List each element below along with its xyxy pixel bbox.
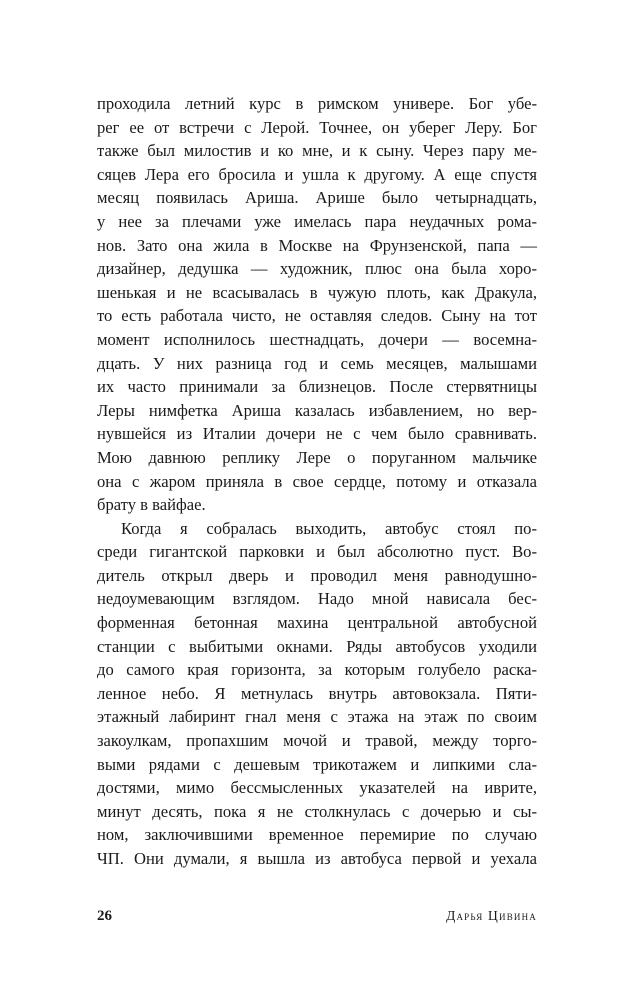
- text-line: дитель открыл дверь и проводил меня равнодушно-: [97, 565, 537, 585]
- text-line: форменная бетонная махина центральной автобусной: [97, 613, 537, 633]
- text-line: среди гигантской парковки и был абсолютно пуст. Во-: [97, 542, 537, 562]
- text-line: момент исполнилось шестнадцать, дочери — восемна-: [97, 329, 537, 349]
- text-line: станции с выбитыми окнами. Ряды автобусов уходили: [97, 636, 537, 656]
- text-line: Когда я собралась выходить, автобус стоял по-: [121, 518, 537, 538]
- text-line: сяцев Лера его бросила и ушла к другому. А еще спустя: [97, 164, 537, 184]
- text-line: нов. Зато она жила в Москве на Фрунзенской, папа —: [97, 235, 537, 255]
- page-footer: [97, 905, 537, 927]
- text-line: Мою давнюю реплику Лере о поруганном мальчике: [97, 447, 537, 467]
- text-line: брату в вайфае.: [97, 495, 206, 515]
- text-line: она с жаром приняла в свое сердце, потому и отказала: [97, 471, 537, 491]
- text-line: у нее за плечами уже имелась пара неудачных рома-: [97, 211, 537, 231]
- text-line: рег ее от встречи с Лерой. Точнее, он уберег Леру. Бог: [97, 117, 537, 137]
- text-line: ленное небо. Я метнулась внутрь автовокзала. Пяти-: [97, 683, 537, 703]
- text-line: то есть работала чисто, не оставляя следов. Сыну на тот: [97, 306, 537, 326]
- text-line: проходила летний курс в римском универе. Бог убе-: [97, 94, 537, 113]
- page-number: 26: [97, 908, 112, 924]
- text-line: дизайнер, дедушка — художник, плюс она была хоро-: [97, 259, 537, 279]
- text-line: выми рядами с дешевым трикотажем и липкими сла-: [97, 754, 537, 774]
- text-line: недоумевающим взглядом. Надо мной нависала бес-: [97, 589, 537, 609]
- text-line: закоулкам, пропахшим мочой и травой, между торго-: [97, 731, 537, 751]
- text-line: до самого края горизонта, за которым голубело раска-: [97, 660, 537, 680]
- text-line: достями, мимо бессмысленных указателей на иврите,: [97, 778, 537, 798]
- text-line: ЧП. Они думали, я вышла из автобуса первой и уехала: [97, 849, 537, 868]
- text-line: их часто принимали за близнецов. После стервятницы: [97, 377, 537, 397]
- text-line: дцать. У них разница год и семь месяцев, малышами: [97, 353, 537, 373]
- text-line: шенькая и не всасывалась в чужую плоть, как Дракула,: [97, 282, 537, 302]
- text-line: месяц появилась Ариша. Арише было четырнадцать,: [97, 188, 537, 208]
- text-line: Леры нимфетка Ариша казалась избавлением, но вер-: [97, 400, 537, 420]
- page-text: [97, 92, 537, 871]
- text-line: минут десять, пока я не столкнулась с дочерью и сы-: [97, 801, 537, 821]
- text-line: ном, заключившими временное перемирие по случаю: [97, 825, 537, 845]
- running-header-author: Дарья Цивина: [446, 908, 537, 923]
- text-line: этажный лабиринт гнал меня с этажа на этаж по своим: [97, 707, 537, 727]
- text-line: нувшейся из Италии дочери не с чем было сравнивать.: [97, 424, 537, 444]
- text-line: также был милостив и ко мне, и к сыну. Через пару ме-: [97, 141, 537, 161]
